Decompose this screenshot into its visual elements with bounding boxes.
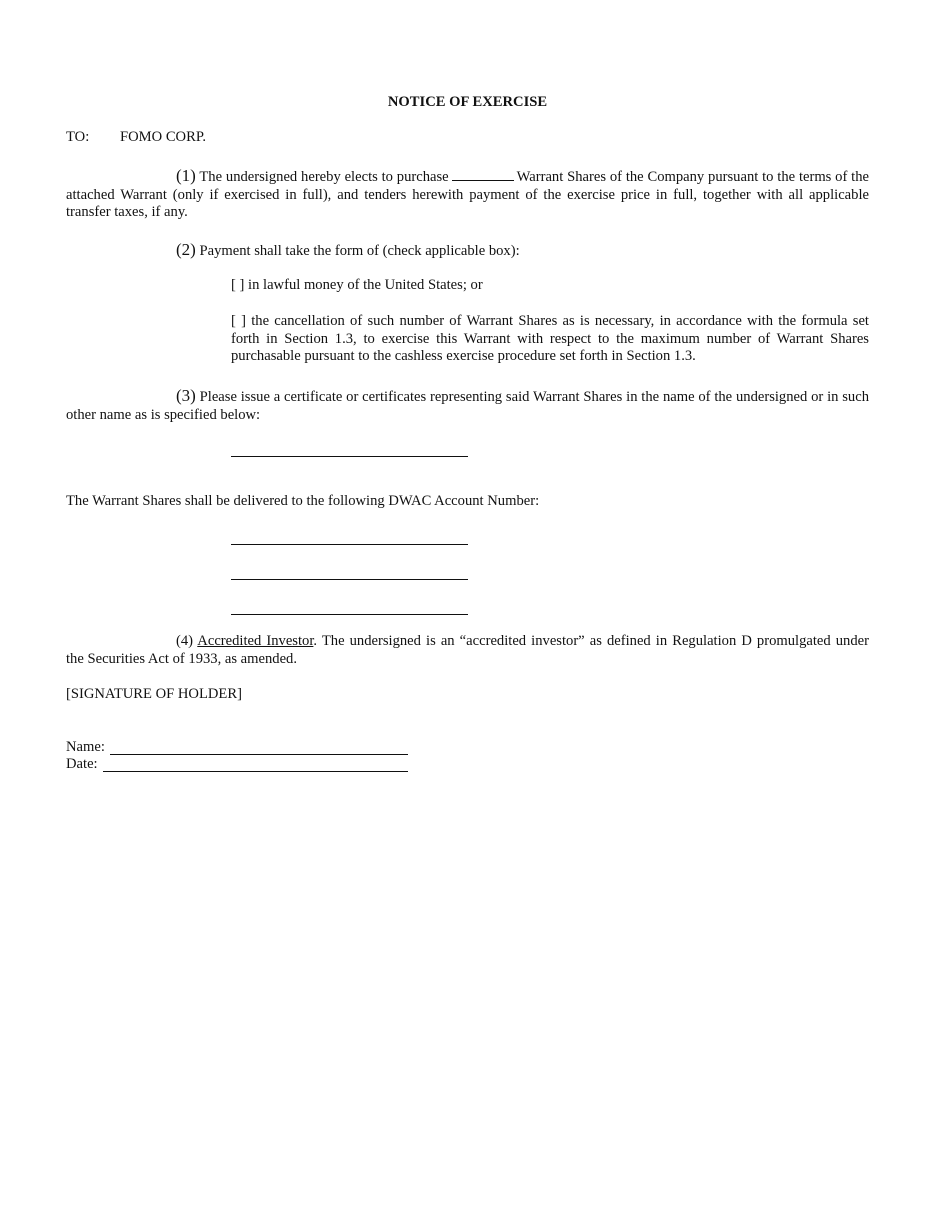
paragraph-2-text: Payment shall take the form of (check applicable box):	[199, 243, 520, 259]
paragraph-1	[66, 167, 869, 222]
paragraph-3-text: Please issue a certificate or certificates representing said Warrant Shares in the name of the undersigned or in such other name as is specified below:	[66, 389, 870, 423]
paragraph-3-number: (3)	[176, 386, 196, 405]
paragraph-2-number: (2)	[176, 240, 196, 259]
date-field-line[interactable]	[103, 771, 408, 772]
payment-option-cash[interactable]: [ ] in lawful money of the United States; or	[231, 277, 483, 293]
document-title: NOTICE OF EXERCISE	[387, 94, 548, 110]
paragraph-1-text-b: Warrant Shares of the Company pursuant to the terms of the attached Warrant (only if exercised in full), and tenders herewith payment of the exercise price in full, together with all applicable transfer taxes, if any.	[66, 169, 869, 220]
addressee-name: FOMO CORP.	[120, 129, 206, 145]
dwac-line-2[interactable]	[231, 579, 468, 580]
dwac-instruction: The Warrant Shares shall be delivered to the following DWAC Account Number:	[66, 493, 540, 509]
share-count-blank[interactable]	[452, 167, 514, 181]
paragraph-1-number: (1)	[176, 166, 196, 185]
certificate-name-line[interactable]	[231, 456, 468, 457]
addressee-line	[66, 129, 206, 147]
date-label: Date:	[66, 756, 98, 772]
name-label: Name:	[66, 739, 105, 755]
paragraph-4-text: . The undersigned is an “accredited investor” as defined in Regulation D promulgated under the Securities Act of 1933, as amended.	[66, 633, 869, 667]
to-label: TO:	[66, 129, 90, 145]
paragraph-4-heading: Accredited Investor	[197, 633, 314, 649]
paragraph-3	[66, 387, 869, 424]
signature-label: [SIGNATURE OF HOLDER]	[66, 686, 242, 702]
dwac-line-1[interactable]	[231, 544, 468, 545]
paragraph-1-text-a: The undersigned hereby elects to purchase	[199, 169, 449, 185]
dwac-line-3[interactable]	[231, 614, 468, 615]
name-field-line[interactable]	[110, 754, 408, 755]
payment-option-cashless[interactable]: [ ] the cancellation of such number of Warrant Shares as is necessary, in accordance with the formula set forth in Section 1.3, to exercise this Warrant with respect to the maximum number of Warrant Shares purchasable pursuant to the cashless exercise procedure set forth in Section 1.3.	[231, 313, 869, 364]
paragraph-2	[66, 241, 869, 261]
paragraph-4	[66, 633, 869, 668]
paragraph-4-number: (4)	[176, 633, 194, 649]
